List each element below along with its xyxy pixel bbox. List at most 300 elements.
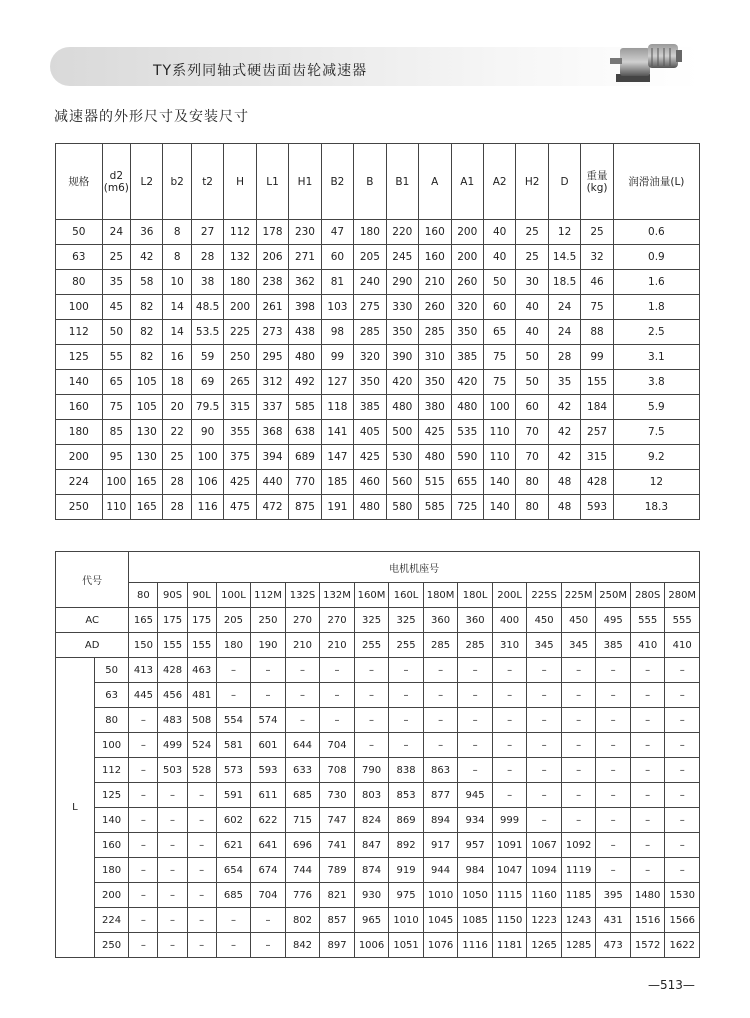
table-cell: 704 xyxy=(251,883,286,908)
table-cell: 1085 xyxy=(458,908,493,933)
table-cell: – xyxy=(158,933,187,958)
table-cell: 261 xyxy=(256,295,288,320)
table-cell: – xyxy=(158,808,187,833)
table-cell: – xyxy=(596,858,631,883)
table-cell: – xyxy=(665,783,700,808)
table-cell: 32 xyxy=(581,245,613,270)
table-cell: 70 xyxy=(516,445,548,470)
table-cell: 1051 xyxy=(389,933,424,958)
table-cell: 1.8 xyxy=(613,295,699,320)
table-cell: 495 xyxy=(596,608,631,633)
table-cell: 984 xyxy=(458,858,493,883)
table-cell: 103 xyxy=(321,295,353,320)
table-cell: – xyxy=(187,808,216,833)
table-cell: 574 xyxy=(251,708,286,733)
frame-header: 200L xyxy=(492,583,527,608)
table-cell: 285 xyxy=(419,320,451,345)
table-cell: 350 xyxy=(451,320,483,345)
table-cell: 25 xyxy=(163,445,191,470)
table-cell: 580 xyxy=(386,495,418,520)
table-cell: 2.5 xyxy=(613,320,699,345)
table-cell: 1285 xyxy=(561,933,596,958)
table-cell: 14 xyxy=(163,320,191,345)
table-cell: 1067 xyxy=(527,833,562,858)
table-cell: 75 xyxy=(483,345,515,370)
table-cell: 802 xyxy=(285,908,320,933)
table-cell: 285 xyxy=(458,633,493,658)
table-cell: 957 xyxy=(458,833,493,858)
table-cell: 27 xyxy=(191,220,223,245)
table-cell: 1265 xyxy=(527,933,562,958)
table-cell: 80 xyxy=(516,495,548,520)
table-cell: 413 xyxy=(129,658,158,683)
table-cell: 36 xyxy=(131,220,163,245)
table-cell: 1516 xyxy=(630,908,665,933)
title-banner xyxy=(50,47,700,86)
table-cell: 79.5 xyxy=(191,395,223,420)
table-cell: 295 xyxy=(256,345,288,370)
table-cell: – xyxy=(158,883,187,908)
table-cell: 385 xyxy=(451,345,483,370)
table-cell: 35 xyxy=(102,270,130,295)
table-cell: 1530 xyxy=(665,883,700,908)
table-cell: – xyxy=(561,683,596,708)
section-title: 减速器的外形尺寸及安装尺寸 xyxy=(54,109,249,125)
table-cell: – xyxy=(596,708,631,733)
table-cell: 24 xyxy=(548,295,580,320)
table-cell: – xyxy=(187,858,216,883)
table-cell: 863 xyxy=(423,758,458,783)
table-cell: 1.6 xyxy=(613,270,699,295)
table-cell: – xyxy=(630,858,665,883)
table-cell: 25 xyxy=(581,220,613,245)
table-cell: – xyxy=(187,933,216,958)
table-cell: 110 xyxy=(102,495,130,520)
table-row xyxy=(56,758,700,783)
table-cell: 508 xyxy=(187,708,216,733)
table-cell: 178 xyxy=(256,220,288,245)
size-label: 112 xyxy=(94,758,129,783)
row-label: L xyxy=(56,658,95,958)
table-cell: 150 xyxy=(129,633,158,658)
frame-header: 100L xyxy=(216,583,251,608)
frame-header: 180L xyxy=(458,583,493,608)
table-cell: 59 xyxy=(191,345,223,370)
table-cell: 696 xyxy=(285,833,320,858)
table-cell: 847 xyxy=(354,833,389,858)
table-cell: 112 xyxy=(56,320,103,345)
table-cell: – xyxy=(129,808,158,833)
table-cell: – xyxy=(129,908,158,933)
table-cell: 140 xyxy=(483,470,515,495)
table-cell: 704 xyxy=(320,733,355,758)
table-cell: 730 xyxy=(320,783,355,808)
table-cell: 35 xyxy=(548,370,580,395)
table-cell: 425 xyxy=(419,420,451,445)
table-cell: – xyxy=(492,683,527,708)
size-label: 200 xyxy=(94,883,129,908)
table-cell: 45 xyxy=(102,295,130,320)
table-row xyxy=(56,395,700,420)
table-cell: 877 xyxy=(423,783,458,808)
table-cell: – xyxy=(129,783,158,808)
table-cell: 1622 xyxy=(665,933,700,958)
table-cell: 50 xyxy=(102,320,130,345)
table-row xyxy=(56,633,700,658)
table-cell: 1115 xyxy=(492,883,527,908)
code-header: 代号 xyxy=(56,552,129,608)
table-cell: – xyxy=(389,708,424,733)
table-cell: 99 xyxy=(581,345,613,370)
table-cell: 611 xyxy=(251,783,286,808)
table-header-row xyxy=(56,144,700,220)
table-cell: – xyxy=(285,658,320,683)
table-cell: 200 xyxy=(451,245,483,270)
table-cell: 770 xyxy=(289,470,321,495)
table-cell: – xyxy=(561,758,596,783)
table-cell: 450 xyxy=(527,608,562,633)
table-row xyxy=(56,295,700,320)
table-cell: – xyxy=(630,733,665,758)
table-cell: 206 xyxy=(256,245,288,270)
table-row xyxy=(56,833,700,858)
table-cell: 260 xyxy=(451,270,483,295)
table-cell: – xyxy=(187,783,216,808)
table-cell: 410 xyxy=(630,633,665,658)
table-cell: 50 xyxy=(516,370,548,395)
table-cell: 593 xyxy=(581,495,613,520)
table-cell: 14.5 xyxy=(548,245,580,270)
table-cell: 165 xyxy=(131,495,163,520)
table-row xyxy=(56,320,700,345)
table-cell: 350 xyxy=(419,370,451,395)
table-cell: 593 xyxy=(251,758,286,783)
frame-header: 280M xyxy=(665,583,700,608)
table-cell: 428 xyxy=(158,658,187,683)
table-row xyxy=(56,783,700,808)
table-cell: – xyxy=(596,733,631,758)
table-cell: – xyxy=(596,783,631,808)
table-cell: 945 xyxy=(458,783,493,808)
table-cell: 869 xyxy=(389,808,424,833)
table-cell: – xyxy=(158,858,187,883)
table-cell: – xyxy=(665,658,700,683)
table-cell: 1094 xyxy=(527,858,562,883)
table-cell: 140 xyxy=(56,370,103,395)
table-cell: 715 xyxy=(285,808,320,833)
table-cell: 892 xyxy=(389,833,424,858)
table-row xyxy=(56,245,700,270)
table-cell: 425 xyxy=(224,470,256,495)
table-cell: 1045 xyxy=(423,908,458,933)
table-cell: 1050 xyxy=(458,883,493,908)
table-cell: 934 xyxy=(458,808,493,833)
table-cell: – xyxy=(630,658,665,683)
column-header: B1 xyxy=(386,144,418,220)
table-cell: – xyxy=(389,733,424,758)
table-cell: 22 xyxy=(163,420,191,445)
table-cell: 1006 xyxy=(354,933,389,958)
column-header: A2 xyxy=(483,144,515,220)
table-cell: 100 xyxy=(56,295,103,320)
table-cell: 375 xyxy=(224,445,256,470)
table-cell: 40 xyxy=(516,295,548,320)
table-cell: 270 xyxy=(320,608,355,633)
table-cell: 602 xyxy=(216,808,251,833)
table-cell: 360 xyxy=(423,608,458,633)
frame-header: 160L xyxy=(389,583,424,608)
table-cell: 238 xyxy=(256,270,288,295)
table-cell: 310 xyxy=(419,345,451,370)
table-cell: 14 xyxy=(163,295,191,320)
table-cell: 0.9 xyxy=(613,245,699,270)
column-header: b2 xyxy=(163,144,191,220)
table-cell: – xyxy=(665,833,700,858)
table-cell: 590 xyxy=(451,445,483,470)
table-cell: – xyxy=(129,933,158,958)
table-cell: 790 xyxy=(354,758,389,783)
table-cell: 1160 xyxy=(527,883,562,908)
table-cell: 85 xyxy=(102,420,130,445)
table-cell: – xyxy=(596,833,631,858)
table-cell: – xyxy=(389,658,424,683)
column-header: d2 (m6) xyxy=(102,144,130,220)
row-label: AC xyxy=(56,608,129,633)
table-cell: – xyxy=(492,783,527,808)
table-row xyxy=(56,608,700,633)
table-cell: 10 xyxy=(163,270,191,295)
table-row xyxy=(56,470,700,495)
table-cell: – xyxy=(458,683,493,708)
table-row xyxy=(56,495,700,520)
table-cell: 180 xyxy=(56,420,103,445)
table-cell: – xyxy=(630,683,665,708)
table-cell: – xyxy=(251,658,286,683)
table-cell: – xyxy=(129,833,158,858)
table-cell: – xyxy=(492,708,527,733)
table-cell: 528 xyxy=(187,758,216,783)
table-cell: 975 xyxy=(389,883,424,908)
table-cell: 431 xyxy=(596,908,631,933)
table-cell: – xyxy=(354,733,389,758)
table-cell: – xyxy=(216,933,251,958)
table-cell: 12 xyxy=(613,470,699,495)
table-row xyxy=(56,908,700,933)
table-cell: 385 xyxy=(354,395,386,420)
table-cell: 345 xyxy=(561,633,596,658)
table-cell: 271 xyxy=(289,245,321,270)
table-cell: – xyxy=(665,808,700,833)
table-cell: 1480 xyxy=(630,883,665,908)
table-cell: 42 xyxy=(548,420,580,445)
table-cell: – xyxy=(527,783,562,808)
table-cell: 1116 xyxy=(458,933,493,958)
table-cell: – xyxy=(665,758,700,783)
table-header-row xyxy=(56,552,700,583)
table-cell: 200 xyxy=(451,220,483,245)
table-cell: 205 xyxy=(354,245,386,270)
table-cell: 320 xyxy=(354,345,386,370)
table-cell: 1076 xyxy=(423,933,458,958)
table-cell: – xyxy=(251,908,286,933)
table-cell: 80 xyxy=(516,470,548,495)
column-header: B2 xyxy=(321,144,353,220)
size-label: 125 xyxy=(94,783,129,808)
table-cell: 63 xyxy=(56,245,103,270)
column-header: H2 xyxy=(516,144,548,220)
table-cell: 480 xyxy=(451,395,483,420)
table-cell: 654 xyxy=(216,858,251,883)
table-cell: – xyxy=(561,658,596,683)
table-cell: 1223 xyxy=(527,908,562,933)
table-cell: 917 xyxy=(423,833,458,858)
table-cell: – xyxy=(129,858,158,883)
table-cell: 803 xyxy=(354,783,389,808)
table-cell: 405 xyxy=(354,420,386,445)
table-cell: – xyxy=(527,808,562,833)
table-cell: 285 xyxy=(354,320,386,345)
table-cell: 30 xyxy=(516,270,548,295)
table-cell: 160 xyxy=(419,220,451,245)
table-cell: 18 xyxy=(163,370,191,395)
column-header: A1 xyxy=(451,144,483,220)
table-cell: – xyxy=(527,733,562,758)
table-cell: 80 xyxy=(56,270,103,295)
column-header: t2 xyxy=(191,144,223,220)
table-cell: 55 xyxy=(102,345,130,370)
table-cell: 1047 xyxy=(492,858,527,883)
table-cell: – xyxy=(527,758,562,783)
frame-header: 160M xyxy=(354,583,389,608)
table-cell: 337 xyxy=(256,395,288,420)
table-cell: 260 xyxy=(419,295,451,320)
table-cell: 175 xyxy=(158,608,187,633)
table-cell: 165 xyxy=(129,608,158,633)
table-cell: 445 xyxy=(129,683,158,708)
table-cell: – xyxy=(630,783,665,808)
table-cell: 185 xyxy=(321,470,353,495)
table-cell: 275 xyxy=(354,295,386,320)
column-header: B xyxy=(354,144,386,220)
table-cell: – xyxy=(423,658,458,683)
table-cell: 155 xyxy=(581,370,613,395)
table-cell: – xyxy=(665,733,700,758)
table-cell: 689 xyxy=(289,445,321,470)
table-cell: – xyxy=(129,733,158,758)
table-cell: – xyxy=(630,708,665,733)
table-cell: 255 xyxy=(354,633,389,658)
table-cell: 438 xyxy=(289,320,321,345)
table-cell: 210 xyxy=(320,633,355,658)
table-cell: 38 xyxy=(191,270,223,295)
size-label: 80 xyxy=(94,708,129,733)
table-cell: 48.5 xyxy=(191,295,223,320)
size-label: 180 xyxy=(94,858,129,883)
motor-frame-table xyxy=(55,551,700,958)
table-cell: 460 xyxy=(354,470,386,495)
table-cell: 255 xyxy=(389,633,424,658)
column-header: L1 xyxy=(256,144,288,220)
table-cell: 824 xyxy=(354,808,389,833)
frame-header: 112M xyxy=(251,583,286,608)
frame-header: 280S xyxy=(630,583,665,608)
column-header: 规格 xyxy=(56,144,103,220)
table-cell: 5.9 xyxy=(613,395,699,420)
table-cell: 65 xyxy=(483,320,515,345)
table-cell: 776 xyxy=(285,883,320,908)
table-cell: 140 xyxy=(483,495,515,520)
table-row xyxy=(56,345,700,370)
table-cell: 132 xyxy=(224,245,256,270)
table-cell: 641 xyxy=(251,833,286,858)
table-cell: 530 xyxy=(386,445,418,470)
table-cell: 245 xyxy=(386,245,418,270)
table-cell: 499 xyxy=(158,733,187,758)
table-cell: 440 xyxy=(256,470,288,495)
table-cell: 28 xyxy=(191,245,223,270)
table-cell: 360 xyxy=(458,608,493,633)
table-cell: – xyxy=(129,708,158,733)
table-cell: 42 xyxy=(548,445,580,470)
table-cell: 75 xyxy=(483,370,515,395)
table-cell: 325 xyxy=(389,608,424,633)
table-cell: 0.6 xyxy=(613,220,699,245)
table-cell: 82 xyxy=(131,320,163,345)
table-cell: 230 xyxy=(289,220,321,245)
table-cell: – xyxy=(458,708,493,733)
table-cell: 270 xyxy=(285,608,320,633)
table-cell: 25 xyxy=(102,245,130,270)
table-cell: 475 xyxy=(224,495,256,520)
table-cell: – xyxy=(458,733,493,758)
table-cell: 240 xyxy=(354,270,386,295)
table-cell: 127 xyxy=(321,370,353,395)
table-cell: 116 xyxy=(191,495,223,520)
table-cell: 265 xyxy=(224,370,256,395)
table-cell: 99 xyxy=(321,345,353,370)
table-cell: 112 xyxy=(224,220,256,245)
table-cell: 1566 xyxy=(665,908,700,933)
table-cell: 463 xyxy=(187,658,216,683)
table-cell: – xyxy=(320,658,355,683)
table-cell: 1091 xyxy=(492,833,527,858)
table-cell: 180 xyxy=(354,220,386,245)
table-cell: 70 xyxy=(516,420,548,445)
table-cell: 350 xyxy=(354,370,386,395)
table-cell: 28 xyxy=(163,495,191,520)
table-cell: 3.1 xyxy=(613,345,699,370)
table-cell: 1150 xyxy=(492,908,527,933)
table-cell: 210 xyxy=(419,270,451,295)
table-cell: 155 xyxy=(158,633,187,658)
table-cell: 7.5 xyxy=(613,420,699,445)
table-cell: 200 xyxy=(56,445,103,470)
table-cell: 8 xyxy=(163,220,191,245)
table-cell: 674 xyxy=(251,858,286,883)
table-cell: 320 xyxy=(451,295,483,320)
table-cell: 524 xyxy=(187,733,216,758)
table-cell: – xyxy=(492,758,527,783)
column-header: H1 xyxy=(289,144,321,220)
table-cell: – xyxy=(596,758,631,783)
table-cell: 285 xyxy=(423,633,458,658)
table-cell: 480 xyxy=(419,445,451,470)
table-cell: 18.5 xyxy=(548,270,580,295)
table-cell: 110 xyxy=(483,445,515,470)
table-cell: – xyxy=(187,883,216,908)
table-cell: 191 xyxy=(321,495,353,520)
table-cell: 310 xyxy=(492,633,527,658)
